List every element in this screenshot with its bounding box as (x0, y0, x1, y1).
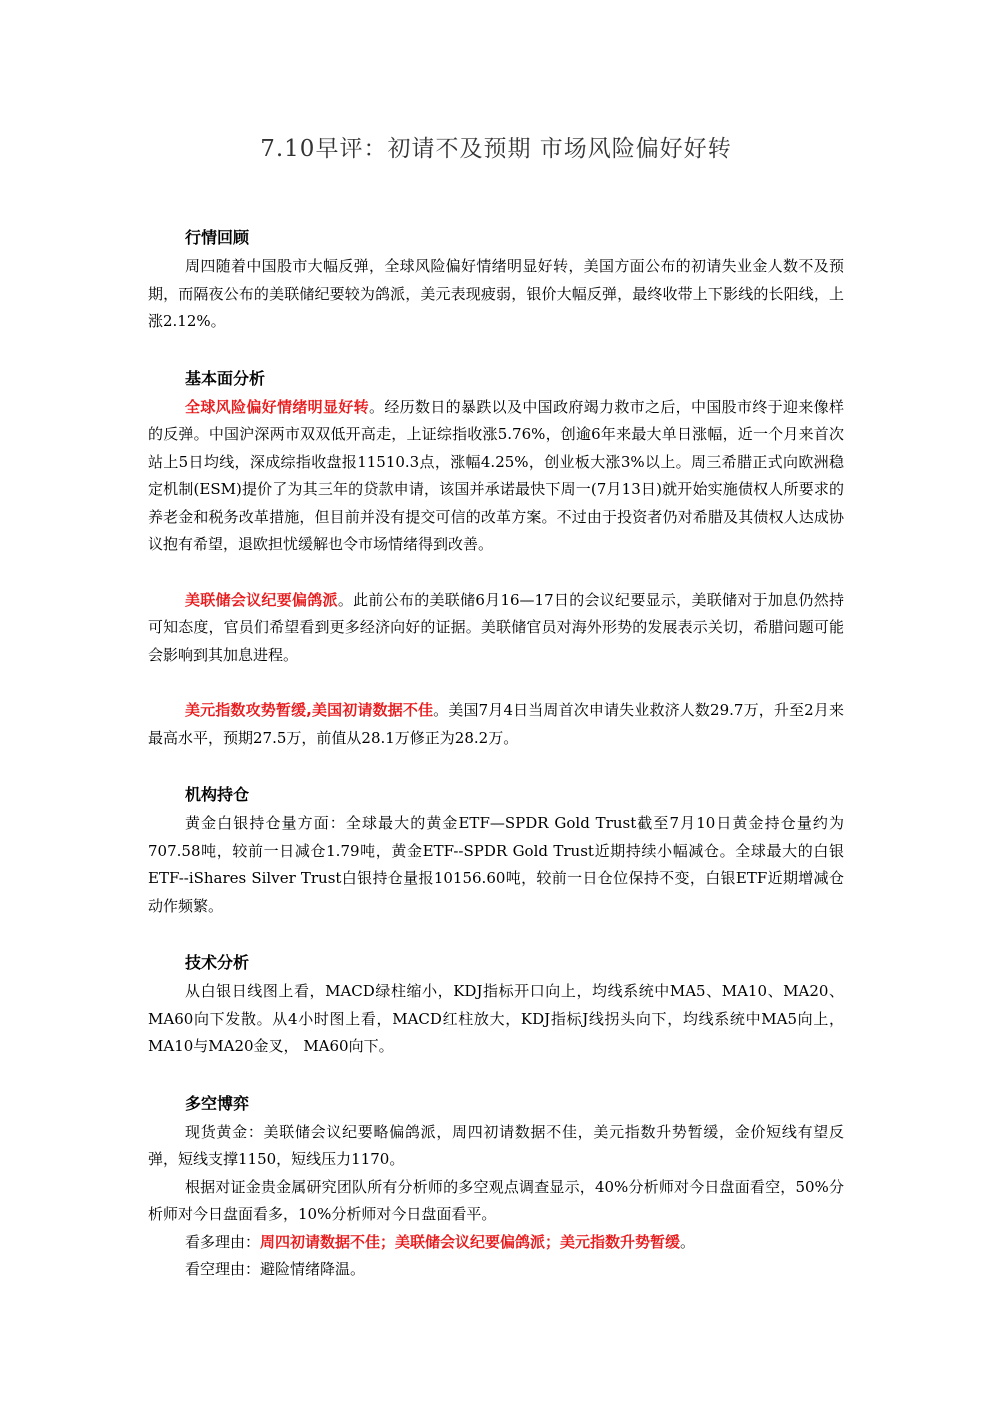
bear-label: 看空理由： (185, 1260, 261, 1278)
section-heading-positions: 机构持仓 (185, 785, 250, 804)
document-title: 7.10早评：初请不及预期 市场风险偏好好转 (260, 136, 732, 162)
bull-end: 。 (680, 1232, 696, 1251)
section-heading-fundamental: 基本面分析 (185, 368, 266, 388)
fundamental-paragraph-1 (148, 394, 844, 559)
game-paragraph-2: 根据对证金贵金属研究团队所有分析师的多空观点调查显示，40%分析师对今日盘面看空，50%分析师对今日盘面看多，10%分析师对今日盘面看平。 (148, 1177, 844, 1223)
technical-paragraph: 从白银日线图上看，MACD绿柱缩小，KDJ指标开口向上，均线系统中MA5、MA10、MA20、MA60向下发散。从4小时图上看，MACD红柱放大，KDJ指标J线拐头向下，均线系统中MA5向上，MA10与MA20金叉， MA60向下。 (148, 982, 844, 1055)
document-body (148, 223, 844, 1284)
fundamental-highlight-3: 美元指数攻势暂缓,美国初请数据不佳 (185, 701, 434, 719)
bull-reason: 周四初请数据不佳；美联储会议纪要偏鸽派；美元指数升势暂缓 (260, 1232, 681, 1251)
bear-reason: 避险情绪降温。 (260, 1260, 366, 1278)
fundamental-highlight-1: 全球风险偏好情绪明显好转 (185, 397, 369, 416)
bull-label: 看多理由： (185, 1232, 261, 1251)
fundamental-body-3: 。美国7月4日当周首次申请失业救济人数29.7万，升至2月来最高水平，预期27.5万，前值从28.1万修正为28.2万。 (148, 701, 844, 747)
positions-paragraph: 黄金白银持仓量方面：全球最大的黄金ETF—SPDR Gold Trust截至7月10日黄金持仓量约为707.58吨，较前一日减仓1.79吨，黄金ETF--SPDR Gold Trust近期持续小幅减仓。全球最大的白银ETF--iShares Silver Trust白银持仓量报10156.60吨，较前一日仓位保持不变，白银ETF近期增减仓动作频繁。 (148, 814, 844, 915)
bull-reason-line (148, 1229, 844, 1257)
bear-reason-line (148, 1256, 844, 1284)
fundamental-paragraph-2 (148, 587, 844, 670)
section-heading-review: 行情回顾 (185, 228, 250, 247)
game-paragraph-1: 现货黄金：美联储会议纪要略偏鸽派，周四初请数据不佳，美元指数升势暂缓，金价短线有望反弹，短线支撑1150，短线压力1170。 (148, 1122, 844, 1168)
fundamental-paragraph-3 (148, 697, 844, 752)
fundamental-body-2: 。此前公布的美联储6月16—17日的会议纪要显示，美联储对于加息仍然持可知态度，官员们希望看到更多经济向好的证据。美联储官员对海外形势的发展表示关切，希腊问题可能会影响到其加息进程。 (148, 590, 844, 664)
fundamental-highlight-2: 美联储会议纪要偏鸽派 (185, 590, 338, 609)
fundamental-body-1: 。经历数日的暴跌以及中国政府竭力救市之后，中国股市终于迎来像样的反弹。中国沪深两市双双低开高走，上证综指收涨5.76%，创逾6年来最大单日涨幅，近一个月来首次站上5日均线，深成综指收盘报11510.3点，涨幅4.25%，创业板大涨3%以上。周三希腊正式向欧洲稳定机制(ESM)提价了为其三年的贷款申请，该国并承诺最快下周一(7月13日)就开始实施债权人所要求的养老金和税务改革措施，但目前并没有提交可信的改革方案。不过由于投资者仍对希腊及其债权人达成协议抱有希望，退欧担忧缓解也令市场情绪得到改善。 (148, 397, 844, 553)
review-paragraph: 周四随着中国股市大幅反弹，全球风险偏好情绪明显好转，美国方面公布的初请失业金人数不及预期，而隔夜公布的美联储纪要较为鸽派，美元表现疲弱，银价大幅反弹，最终收带上下影线的长阳线，上涨2.12%。 (148, 257, 844, 330)
section-heading-technical: 技术分析 (185, 953, 250, 972)
section-heading-game: 多空博弈 (185, 1093, 250, 1113)
